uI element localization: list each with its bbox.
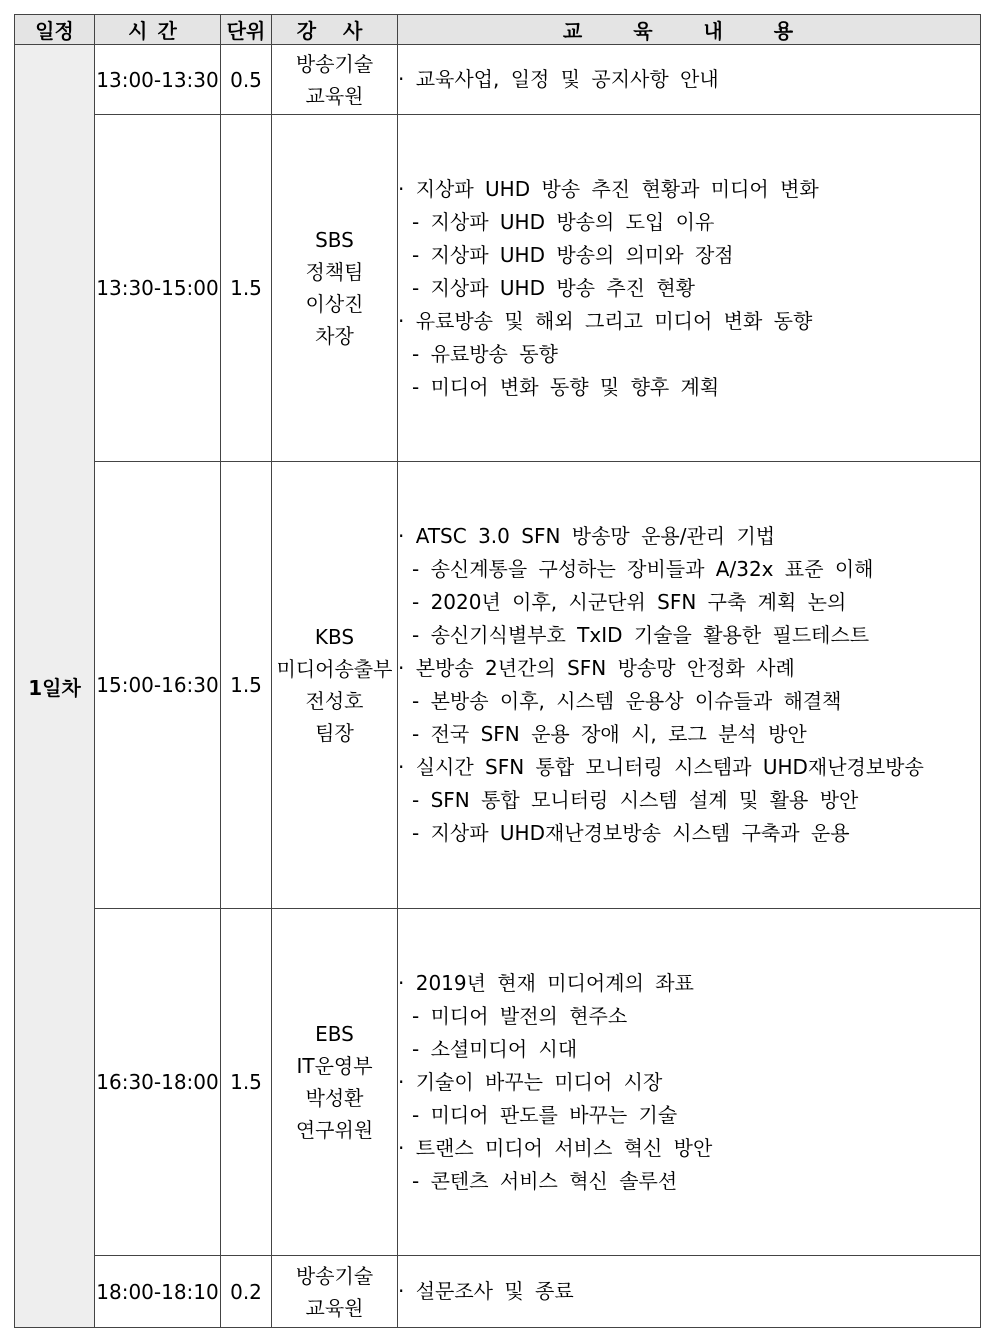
content-subitem: - 지상파 UHD 방송의 의미와 장점	[412, 242, 734, 267]
lecturer-line: IT운영부	[296, 1054, 373, 1078]
day-cell: 1일차	[15, 45, 95, 1328]
time-cell: 13:00-13:30	[95, 45, 221, 115]
header-content: 교 육 내 용	[398, 15, 981, 45]
content-item: · 설문조사 및 종료	[398, 1279, 574, 1303]
content-item: · 유료방송 및 해외 그리고 미디어 변화 동향	[398, 308, 813, 333]
lecturer-cell	[272, 45, 398, 115]
header-lecturer: 강 사	[272, 15, 398, 45]
content-item: · 2019년 현재 미디어계의 좌표	[398, 970, 694, 995]
table-row	[15, 909, 981, 1256]
content-cell	[398, 115, 981, 462]
table-row	[15, 45, 981, 115]
lecturer-line: 교육원	[305, 1295, 364, 1320]
unit-cell: 1.5	[221, 115, 272, 462]
lecturer-line: 연구위원	[295, 1118, 374, 1142]
time-cell: 13:30-15:00	[95, 115, 221, 462]
content-item: · ATSC 3.0 SFN 방송망 운용/관리 기법	[398, 524, 776, 548]
lecturer-line: 박성환	[305, 1086, 364, 1110]
lecturer-line: 방송기술	[295, 1263, 374, 1288]
unit-cell: 0.5	[221, 45, 272, 115]
schedule-table	[14, 14, 981, 1328]
lecturer-cell	[272, 1256, 398, 1328]
schedule-body	[15, 45, 981, 1328]
content-subitem: - 송신기식별부호 TxID 기술을 활용한 필드테스트	[412, 623, 870, 647]
content-cell	[398, 462, 981, 909]
content-subitem: - 송신계통을 구성하는 장비들과 A/32x 표준 이해	[412, 557, 874, 581]
lecturer-cell	[272, 909, 398, 1256]
time-cell: 16:30-18:00	[95, 909, 221, 1256]
content-subitem: - 미디어 변화 동향 및 향후 계획	[412, 374, 720, 399]
lecturer-line: 팀장	[315, 721, 354, 745]
lecturer-line: EBS	[315, 1022, 354, 1046]
content-subitem: - 지상파 UHD재난경보방송 시스템 구축과 운용	[412, 821, 850, 845]
content-subitem: - 유료방송 동향	[412, 341, 558, 366]
time-cell: 18:00-18:10	[95, 1256, 221, 1328]
time-cell: 15:00-16:30	[95, 462, 221, 909]
lecturer-line: 교육원	[305, 83, 364, 108]
header-unit: 단위	[221, 15, 272, 45]
content-subitem: - 미디어 발전의 현주소	[412, 1003, 628, 1028]
unit-cell: 0.2	[221, 1256, 272, 1328]
content-subitem: - 본방송 이후, 시스템 운용상 이슈들과 해결책	[412, 689, 842, 713]
content-item: · 기술이 바꾸는 미디어 시장	[398, 1069, 663, 1094]
header-row	[15, 15, 981, 45]
content-subitem: - SFN 통합 모니터링 시스템 설계 및 활용 방안	[412, 788, 859, 812]
header-day: 일정	[15, 15, 95, 45]
content-subitem: - 미디어 판도를 바꾸는 기술	[412, 1102, 678, 1127]
content-subitem: - 소셜미디어 시대	[412, 1036, 578, 1061]
table-row	[15, 462, 981, 909]
lecturer-line: 미디어송출부	[276, 657, 393, 681]
content-subitem: - 전국 SFN 운용 장애 시, 로그 분석 방안	[412, 722, 807, 746]
content-subitem: - 2020년 이후, 시군단위 SFN 구축 계획 논의	[412, 590, 847, 614]
table-row	[15, 1256, 981, 1328]
table-row	[15, 115, 981, 462]
content-item: · 실시간 SFN 통합 모니터링 시스템과 UHD재난경보방송	[398, 755, 924, 779]
content-item: · 본방송 2년간의 SFN 방송망 안정화 사례	[398, 656, 795, 680]
content-cell	[398, 909, 981, 1256]
unit-cell: 1.5	[221, 462, 272, 909]
content-cell	[398, 45, 981, 115]
content-subitem: - 지상파 UHD 방송의 도입 이유	[412, 209, 715, 234]
content-item: · 교육사업, 일정 및 공지사항 안내	[398, 67, 719, 91]
lecturer-cell	[272, 462, 398, 909]
header-time: 시간	[95, 15, 221, 45]
lecturer-line: 차장	[315, 324, 354, 348]
lecturer-line: KBS	[314, 625, 355, 649]
content-item: · 트랜스 미디어 서비스 혁신 방안	[398, 1135, 713, 1160]
unit-cell: 1.5	[221, 909, 272, 1256]
lecturer-line: 방송기술	[295, 51, 374, 76]
lecturer-line: SBS	[315, 228, 354, 252]
lecturer-line: 이상진	[305, 292, 364, 316]
lecturer-line: 정책팀	[305, 260, 364, 284]
content-cell	[398, 1256, 981, 1328]
content-subitem: - 콘텐츠 서비스 혁신 솔루션	[412, 1168, 678, 1193]
lecturer-cell	[272, 115, 398, 462]
lecturer-line: 전성호	[305, 689, 364, 713]
content-subitem: - 지상파 UHD 방송 추진 현황	[412, 275, 695, 300]
content-item: · 지상파 UHD 방송 추진 현황과 미디어 변화	[398, 176, 819, 201]
